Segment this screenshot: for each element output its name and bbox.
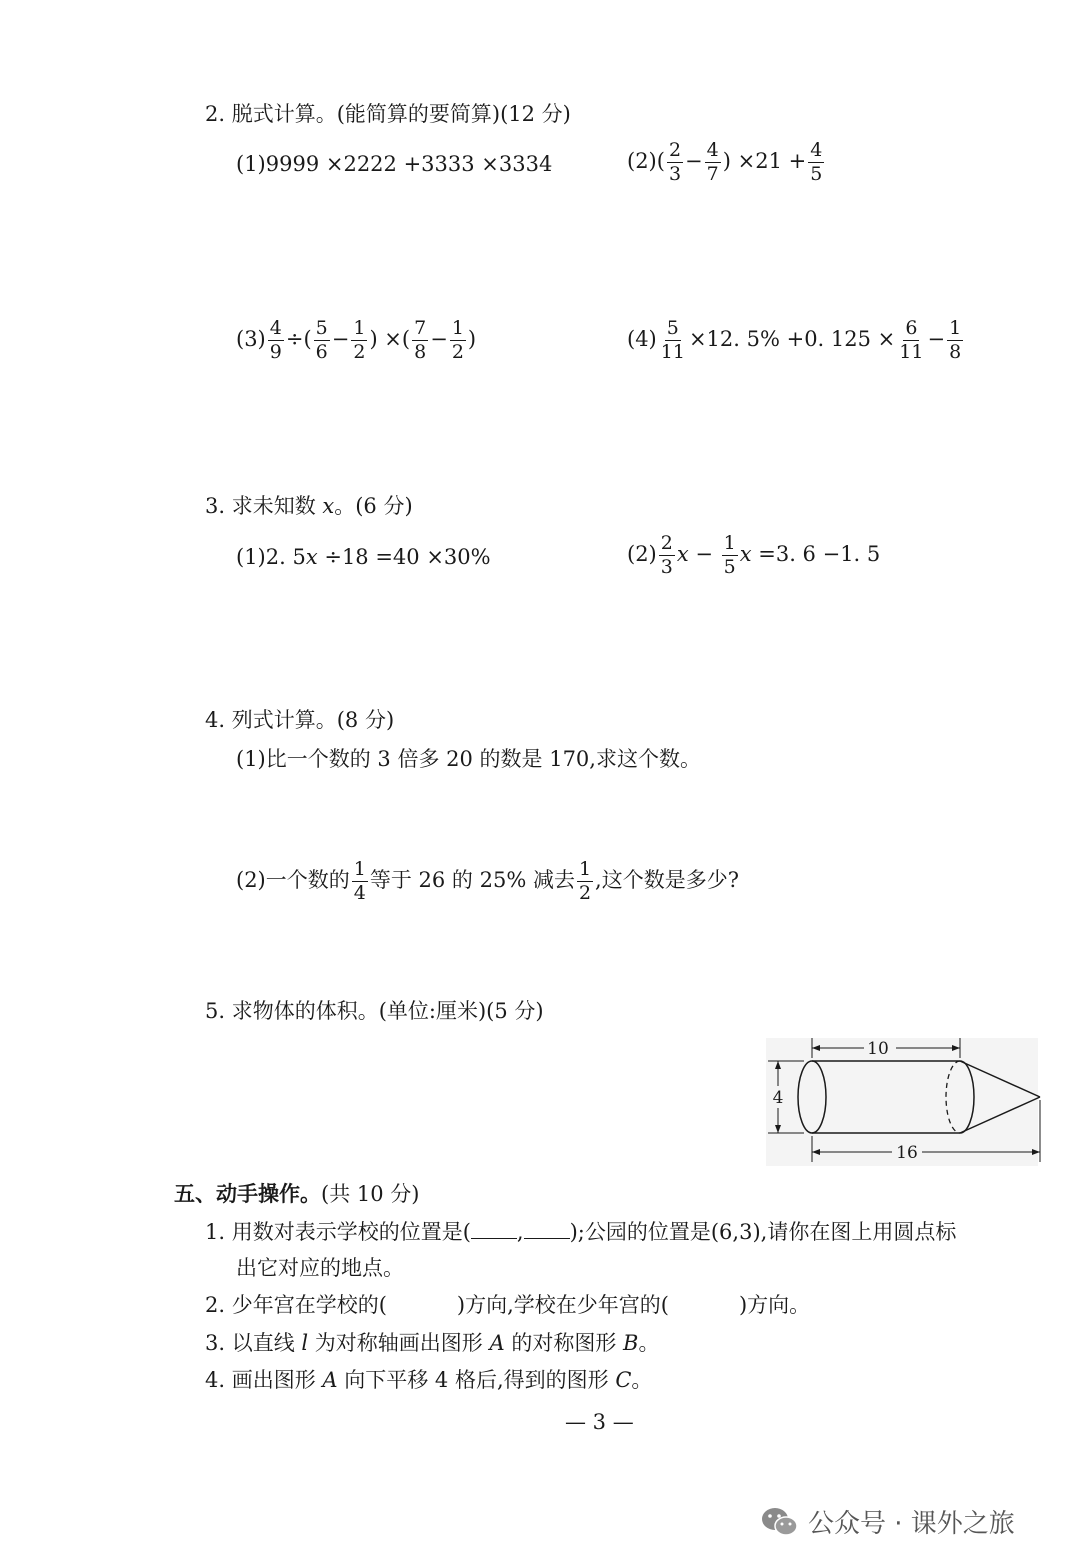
q3-heading: 3. 求未知数 x。(6 分) — [205, 494, 413, 518]
answer-blank — [471, 1218, 517, 1239]
watermark-text: 公众号 · 课外之旅 — [808, 1509, 1015, 1539]
dim-left-label: 4 — [772, 1088, 784, 1108]
section5-item2: 2. 少年宫在学校的( )方向,学校在少年宫的( )方向。 — [205, 1293, 811, 1317]
section5-item1-line2: 出它对应的地点。 — [236, 1256, 404, 1280]
q5-heading: 5. 求物体的体积。(单位:厘米)(5 分) — [205, 999, 544, 1023]
fraction: $\frac{4}{7}$ — [706, 139, 719, 185]
q3-part2: (2) $\frac{2}{3}$ x − $\frac{1}{5}$ x =3. 6 −1. 5 — [627, 532, 881, 578]
section5-item4: 4. 画出图形 A 向下平移 4 格后,得到的图形 C。 — [205, 1368, 653, 1392]
fraction: $\frac{5}{6}$ — [315, 317, 328, 363]
fraction: $\frac{1}{2}$ — [353, 317, 366, 363]
section5-title: 五、动手操作。(共 10 分) — [174, 1181, 420, 1206]
answer-blank — [524, 1218, 570, 1239]
fraction: $\frac{1}{4}$ — [353, 858, 366, 904]
q2-part4: (4) $\frac{5}{11}$ ×12. 5% +0. 125 × $\frac{6}{11}$ − $\frac{1}{8}$ — [627, 317, 962, 363]
q2-part1: (1)9999 ×2222 +3333 ×3334 — [236, 152, 553, 176]
dim-bottom-label: 16 — [896, 1143, 918, 1163]
q2-part2: (2)( $\frac{2}{3}$ − $\frac{4}{7}$ ) ×21 + $\frac{4}{5}$ — [627, 139, 823, 185]
wechat-icon — [760, 1505, 800, 1539]
fraction: $\frac{7}{8}$ — [414, 317, 427, 363]
fraction: $\frac{1}{2}$ — [451, 317, 464, 363]
fraction: $\frac{6}{11}$ — [899, 317, 924, 363]
dim-top-label: 10 — [867, 1039, 889, 1059]
fraction: $\frac{2}{3}$ — [660, 532, 673, 578]
fraction: $\frac{5}{11}$ — [660, 317, 685, 363]
fraction: $\frac{1}{8}$ — [949, 317, 962, 363]
q4-part2: (2)一个数的 $\frac{1}{4}$ 等于 26 的 25% 减去 $\frac{1}{2}$ ,这个数是多少? — [236, 858, 739, 904]
page-number: — 3 — — [565, 1410, 634, 1434]
q2-heading: 2. 脱式计算。(能简算的要简算)(12 分) — [205, 102, 571, 126]
watermark — [760, 1503, 1015, 1540]
fraction: $\frac{4}{5}$ — [810, 139, 823, 185]
q4-part1: (1)比一个数的 3 倍多 20 的数是 170,求这个数。 — [236, 747, 701, 771]
fraction: $\frac{1}{5}$ — [723, 532, 736, 578]
fraction: $\frac{4}{9}$ — [269, 317, 282, 363]
fraction: $\frac{1}{2}$ — [578, 858, 592, 904]
q3-part1: (1)2. 5x ÷18 =40 ×30% — [236, 545, 491, 569]
q2-part3: (3) $\frac{4}{9}$ ÷( $\frac{5}{6}$ − $\frac{1}{2}$ ) ×( $\frac{7}{8}$ − $\frac{1}{2}$ ) — [236, 317, 477, 363]
fraction: $\frac{2}{3}$ — [668, 139, 682, 185]
q4-heading: 4. 列式计算。(8 分) — [205, 708, 395, 732]
section5-item1: 1. 用数对表示学校的位置是( , );公园的位置是(6,3),请你在图上用圆点标 — [205, 1220, 957, 1244]
cylinder-cone-figure — [760, 1030, 1050, 1170]
section5-item3: 3. 以直线 l 为对称轴画出图形 A 的对称图形 B。 — [205, 1331, 660, 1355]
